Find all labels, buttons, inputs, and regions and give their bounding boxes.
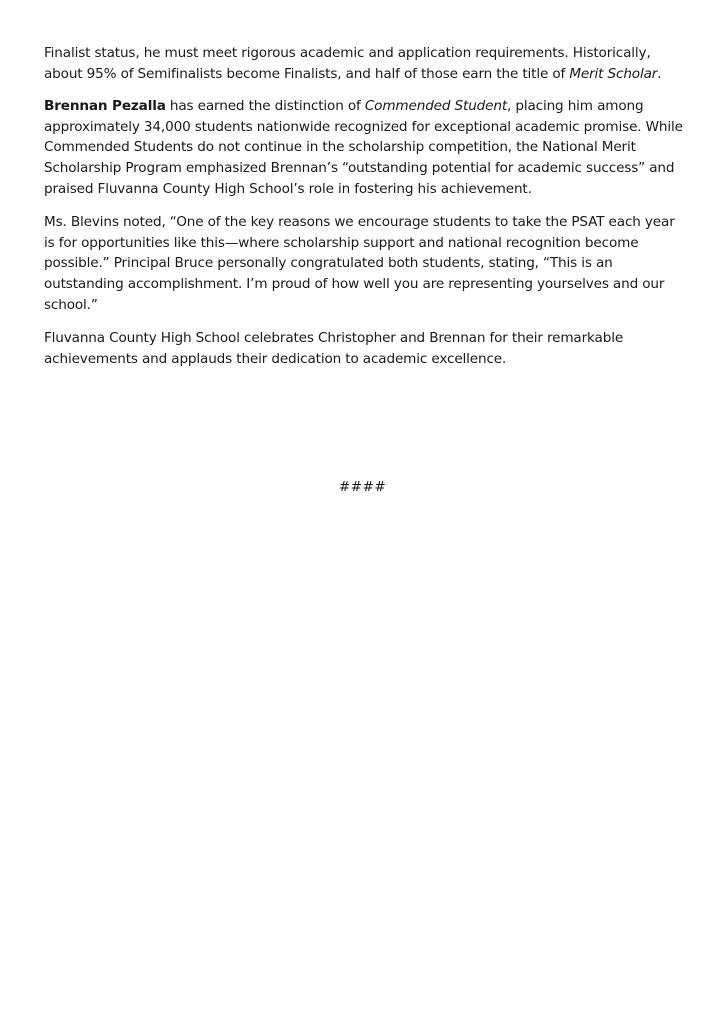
paragraph-text: Fluvanna County High School celebrates Christopher and Brennan for their remarkable achievements and applauds their dedication to academic excellence. bbox=[44, 330, 624, 367]
paragraph-commended-student bbox=[44, 96, 689, 199]
paragraph-text: Finalist status, he must meet rigorous academic and application requirements. Historically, about 95% of Semifinalists become Finalists, and half of those earn the title of bbox=[44, 45, 651, 82]
document-body bbox=[44, 43, 689, 382]
student-name-bold: Brennan Pezalla bbox=[44, 98, 166, 115]
paragraph-quotes bbox=[44, 212, 689, 315]
paragraph-closing bbox=[44, 328, 689, 369]
paragraph-text: Ms. Blevins noted, “One of the key reasons we encourage students to take the PSAT each year is for opportunities like this—where scholarship support and national recognition become possible.” Principal Bruce personally congratulated both students, stating, “This is an outstanding accomplishment. I’m proud of how well you are representing yourselves and our school.” bbox=[44, 214, 675, 313]
paragraph-finalist-status bbox=[44, 43, 689, 84]
emphasis-commended-student: Commended Student bbox=[364, 98, 508, 115]
paragraph-text: has earned the distinction of bbox=[165, 98, 365, 115]
paragraph-text: . bbox=[657, 65, 662, 82]
end-of-release-mark: #### bbox=[338, 479, 387, 495]
emphasis-merit-scholar: Merit Scholar bbox=[569, 65, 658, 82]
paragraph-text: , placing him among approximately 34,000 students nationwide recognized for exceptional academic promise. While Commended Students do not continue in the scholarship competition, the National Merit Scholarship Program emphasized Brennan’s “outstanding potential for academic success” and praised Fluvanna County High School’s role in fostering his achievement. bbox=[44, 98, 683, 197]
